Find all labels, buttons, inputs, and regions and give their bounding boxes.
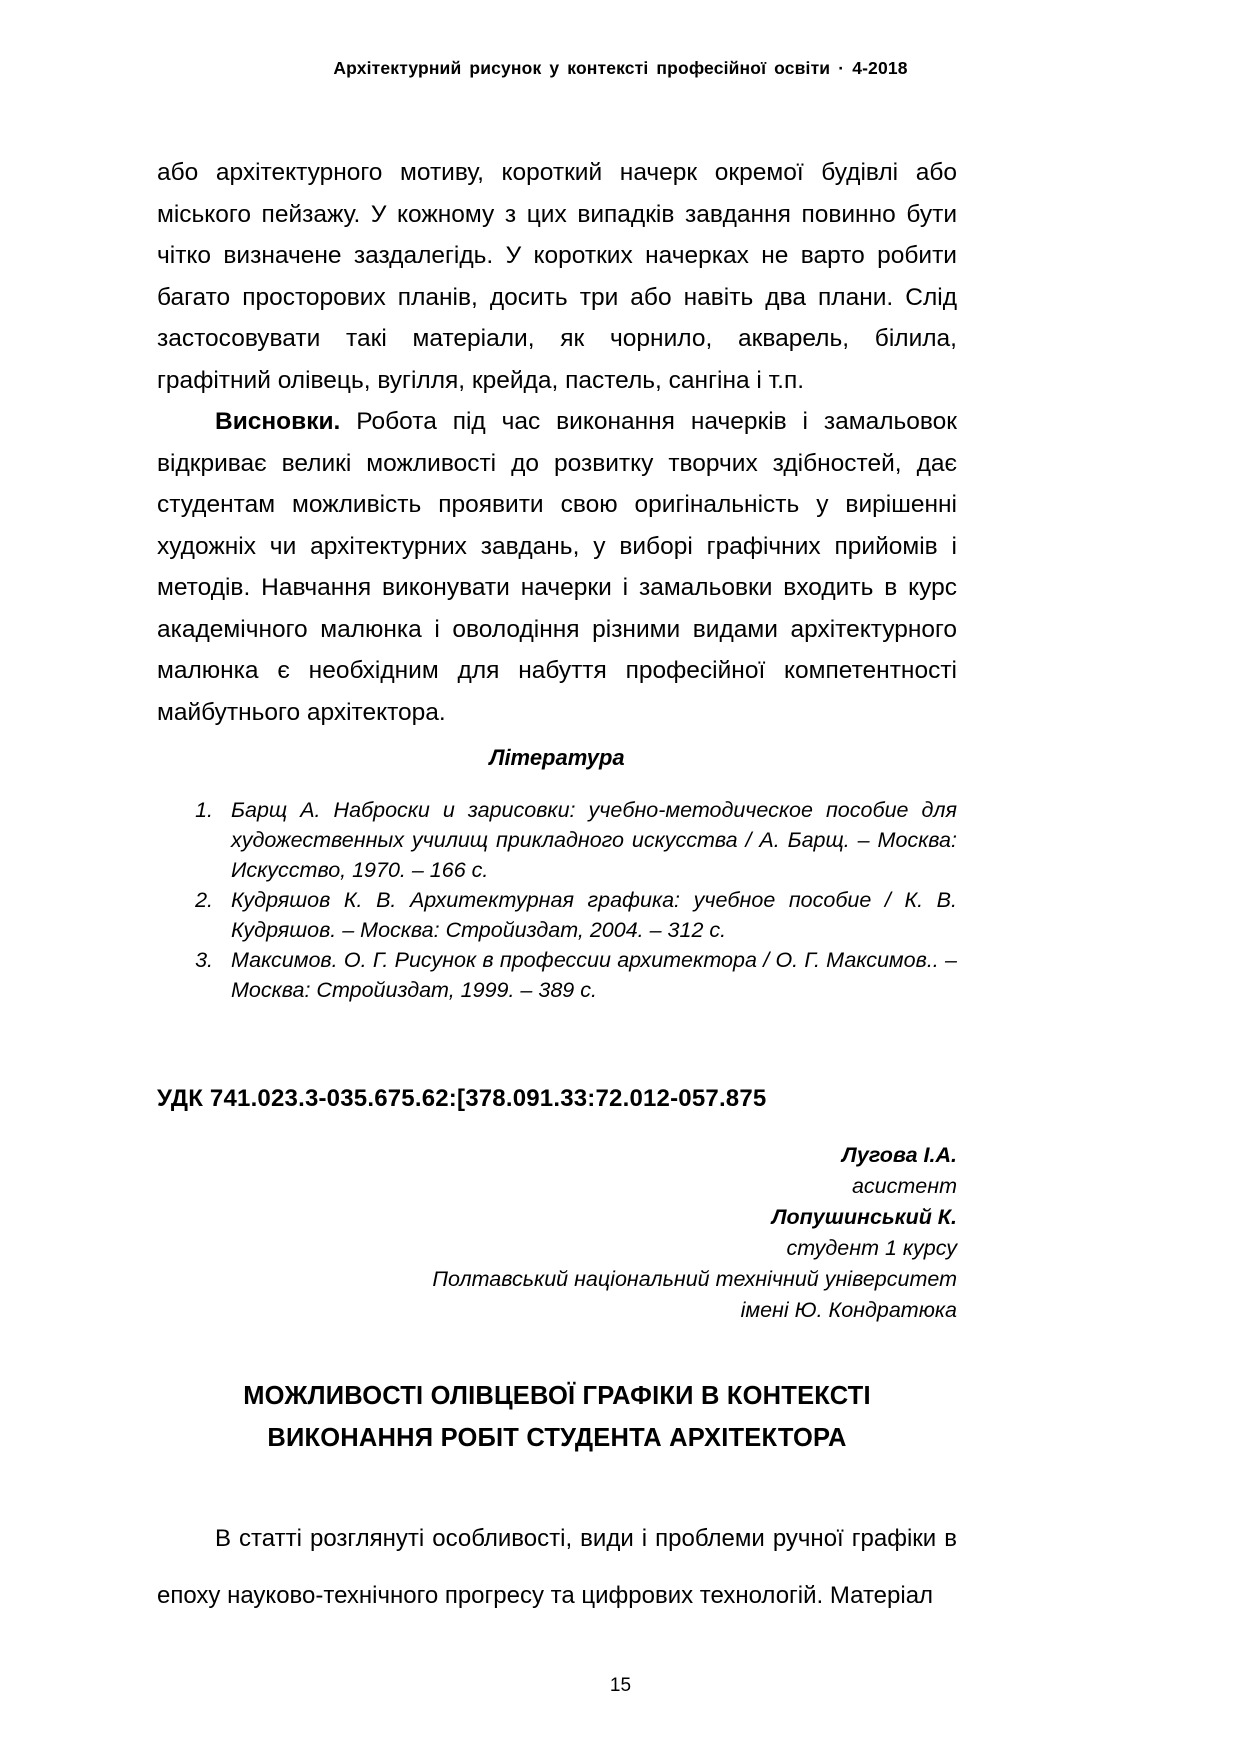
references-list (157, 795, 957, 1005)
affiliation-line: імені Ю. Кондратюка (740, 1298, 957, 1322)
paragraph-continuation: або архітектурного мотиву, короткий начерк окремої будівлі або міського пейзажу. У кожному з цих випадків завдання повинно бути чітко визначене заздалегідь. У коротких начерках не варто робити багато просторових планів, досить три або навіть два плани. Слід застосовувати такі матеріали, як чорнило, акварель, білила, графітний олівець, вугілля, крейда, пастель, сангіна і т.п. (157, 159, 957, 394)
article-body (157, 152, 957, 1005)
article-title-line: ВИКОНАННЯ РОБІТ СТУДЕНТА АРХІТЕКТОРА (267, 1424, 847, 1452)
udc-code: УДК 741.023.3-035.675.62:[378.091.33:72.012-057.875 (157, 1085, 767, 1112)
references-heading: Література (489, 745, 625, 770)
author-role: студент 1 курсу (786, 1236, 957, 1260)
article-title (157, 1375, 957, 1459)
paragraph-conclusions (157, 401, 957, 733)
article-title-line: МОЖЛИВОСТІ ОЛІВЦЕВОЇ ГРАФІКИ В КОНТЕКСТІ (243, 1382, 871, 1410)
conclusions-text: Робота під час виконання начерків і замальовок відкриває великі можливості до розвитку творчих здібностей, дає студентам можливість проявити свою оригінальність у вирішенні художніх чи архітектурних завдань, у виборі графічних прийомів і методів. Навчання виконувати начерки і замальовки входить в курс академічного малюнка і оволодіння різними видами архітектурного малюнка є необхідним для набуття професійної компетентності майбутнього архітектора. (157, 408, 957, 726)
reference-item: 1. Барщ А. Наброски и зарисовки: учебно-методическое пособие для художественных училищ прикладного искусства / А. Барщ. – Москва: Искусство, 1970. – 166 с. (219, 795, 957, 885)
running-head: Архітектурний рисунок у контексті професійної освіти · 4-2018 (333, 58, 908, 78)
page-number: 15 (609, 1675, 632, 1696)
conclusions-lead-label: Висновки. (215, 408, 341, 435)
affiliation-line: Полтавський національний технічний університет (432, 1267, 957, 1291)
author-block (157, 1140, 957, 1326)
author-name: Лопушинський К. (771, 1205, 957, 1229)
author-role: асистент (851, 1174, 957, 1198)
article-abstract: В статті розглянуті особливості, види і проблеми ручної графіки в епоху науково-технічного прогресу та цифрових технологій. Матеріал (157, 1525, 957, 1609)
reference-item: 3. Максимов. О. Г. Рисунок в профессии архитектора / О. Г. Максимов.. – Москва: Стройиздат, 1999. – 389 с. (219, 945, 957, 1005)
reference-item: 2. Кудряшов К. В. Архитектурная графика: учебное пособие / К. В. Кудряшов. – Москва: Стройиздат, 2004. – 312 с. (219, 885, 957, 945)
author-name: Лугова І.А. (841, 1143, 957, 1167)
